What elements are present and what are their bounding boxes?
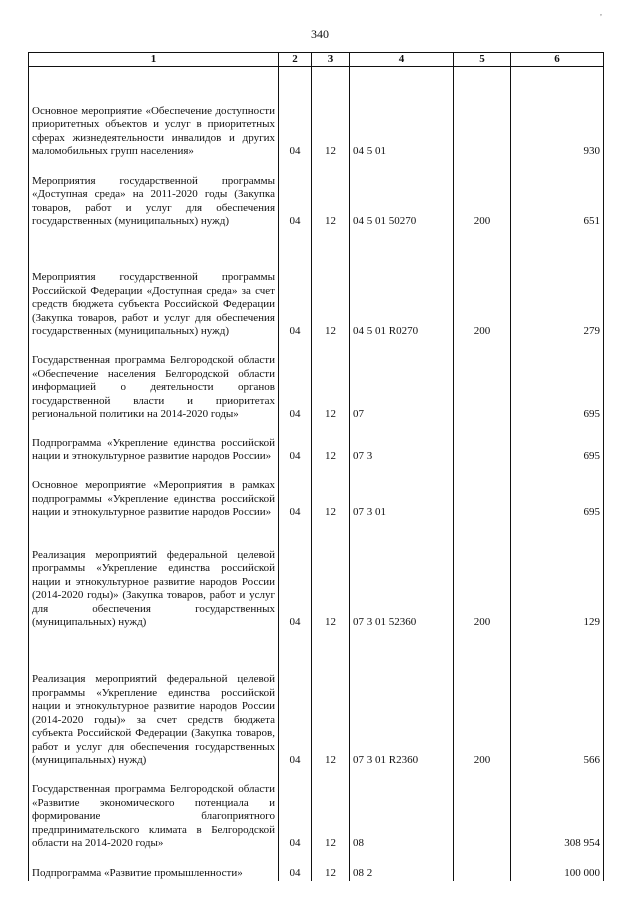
row-target-code-cell: 07 xyxy=(350,339,454,422)
row-section-cell: 04 xyxy=(279,339,312,422)
row-target-code-cell: 04 5 01 xyxy=(350,67,454,159)
row-section-cell: 04 xyxy=(279,422,312,464)
table-row xyxy=(29,339,604,422)
row-amount-cell: 651 xyxy=(511,159,604,229)
row-expense-type-cell: 200 xyxy=(454,520,511,630)
row-section-cell: 04 xyxy=(279,229,312,339)
row-expense-type-cell: 200 xyxy=(454,159,511,229)
row-target-code-cell: 08 2 xyxy=(350,851,454,881)
row-amount-cell: 279 xyxy=(511,229,604,339)
row-name-cell: Мероприятия государственной программы «Доступная среда» на 2011-2020 годы (Закупка товаров, работ и услуг для обеспечения государственных (муниципальных) нужд) xyxy=(29,159,279,229)
row-name-cell: Основное мероприятие «Обеспечение доступности приоритетных объектов и услуг в приоритетных сферах жизнедеятельности инвалидов и других маломобильных групп населения» xyxy=(29,67,279,159)
column-header: 5 xyxy=(454,53,511,67)
column-header: 2 xyxy=(279,53,312,67)
column-header: 6 xyxy=(511,53,604,67)
table-row xyxy=(29,422,604,464)
row-name-cell: Государственная программа Белгородской области «Развитие экономического потенциала и формирование благоприятного предпринимательского климата в Белгородской области на 2014-2020 годы» xyxy=(29,768,279,851)
row-expense-type-cell xyxy=(454,464,511,520)
row-section-cell: 04 xyxy=(279,67,312,159)
corner-mark: , xyxy=(600,8,602,17)
page-number: 340 xyxy=(311,27,329,41)
row-target-code-cell: 07 3 01 R2360 xyxy=(350,630,454,768)
row-section-cell: 04 xyxy=(279,159,312,229)
row-amount-cell: 308 954 xyxy=(511,768,604,851)
row-name-cell: Подпрограмма «Укрепление единства российской нации и этнокультурное развитие народов России» xyxy=(29,422,279,464)
row-section-cell: 04 xyxy=(279,520,312,630)
row-amount-cell: 566 xyxy=(511,630,604,768)
row-expense-type-cell xyxy=(454,851,511,881)
row-expense-type-cell xyxy=(454,422,511,464)
row-section-cell: 04 xyxy=(279,768,312,851)
row-target-code-cell: 07 3 xyxy=(350,422,454,464)
row-amount-cell: 695 xyxy=(511,422,604,464)
table-header-row xyxy=(29,53,604,67)
row-subsection-cell: 12 xyxy=(312,520,350,630)
row-subsection-cell: 12 xyxy=(312,464,350,520)
column-header: 1 xyxy=(29,53,279,67)
row-target-code-cell: 04 5 01 50270 xyxy=(350,159,454,229)
table-body xyxy=(29,67,604,881)
row-amount-cell: 695 xyxy=(511,464,604,520)
table-row xyxy=(29,851,604,881)
row-subsection-cell: 12 xyxy=(312,422,350,464)
row-target-code-cell: 07 3 01 xyxy=(350,464,454,520)
row-subsection-cell: 12 xyxy=(312,159,350,229)
row-target-code-cell: 04 5 01 R0270 xyxy=(350,229,454,339)
budget-table xyxy=(28,52,604,881)
table-row xyxy=(29,520,604,630)
row-amount-cell: 100 000 xyxy=(511,851,604,881)
row-target-code-cell: 08 xyxy=(350,768,454,851)
table-row xyxy=(29,464,604,520)
row-amount-cell: 695 xyxy=(511,339,604,422)
row-section-cell: 04 xyxy=(279,464,312,520)
row-name-cell: Реализация мероприятий федеральной целевой программы «Укрепление единства российской нации и этнокультурное развитие народов России (2014-2020 годы)» (Закупка товаров, работ и услуг для обеспечения государственных (муниципальных) нужд) xyxy=(29,520,279,630)
row-subsection-cell: 12 xyxy=(312,339,350,422)
row-section-cell: 04 xyxy=(279,630,312,768)
row-expense-type-cell: 200 xyxy=(454,630,511,768)
row-expense-type-cell xyxy=(454,768,511,851)
row-name-cell: Государственная программа Белгородской области «Обеспечение населения Белгородской области информацией о деятельности органов государственной власти и приоритетах региональной политики на 2014-2020 годы» xyxy=(29,339,279,422)
table-row xyxy=(29,67,604,159)
row-subsection-cell: 12 xyxy=(312,768,350,851)
table-row xyxy=(29,630,604,768)
column-header: 3 xyxy=(312,53,350,67)
row-target-code-cell: 07 3 01 52360 xyxy=(350,520,454,630)
table-row xyxy=(29,229,604,339)
row-amount-cell: 129 xyxy=(511,520,604,630)
row-amount-cell: 930 xyxy=(511,67,604,159)
row-expense-type-cell: 200 xyxy=(454,229,511,339)
row-section-cell: 04 xyxy=(279,851,312,881)
row-name-cell: Подпрограмма «Развитие промышленности» xyxy=(29,851,279,881)
column-header: 4 xyxy=(350,53,454,67)
row-subsection-cell: 12 xyxy=(312,851,350,881)
table-row xyxy=(29,768,604,851)
row-subsection-cell: 12 xyxy=(312,630,350,768)
row-expense-type-cell xyxy=(454,339,511,422)
row-name-cell: Основное мероприятие «Мероприятия в рамках подпрограммы «Укрепление единства российской нации и этнокультурное развитие народов России» xyxy=(29,464,279,520)
row-subsection-cell: 12 xyxy=(312,229,350,339)
row-expense-type-cell xyxy=(454,67,511,159)
table-row xyxy=(29,159,604,229)
row-name-cell: Реализация мероприятий федеральной целевой программы «Укрепление единства российской нации и этнокультурное развитие народов России (2014-2020 годы)» за счет средств бюджета субъекта Российской Федерации (Закупка товаров, работ и услуг для обеспечения государственных (муниципальных) нужд) xyxy=(29,630,279,768)
row-subsection-cell: 12 xyxy=(312,67,350,159)
row-name-cell: Мероприятия государственной программы Российской Федерации «Доступная среда» за счет средств бюджета субъекта Российской Федерации (Закупка товаров, работ и услуг для обеспечения государственных (муниципальных) нужд) xyxy=(29,229,279,339)
